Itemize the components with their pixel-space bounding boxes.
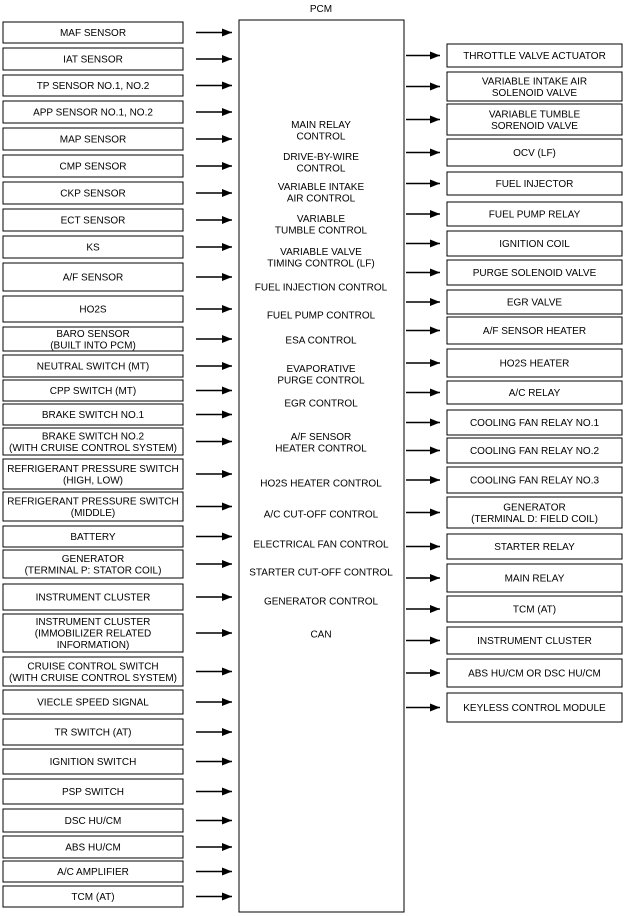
input-item <box>3 526 232 547</box>
input-label: (TERMINAL P: STATOR COIL) <box>24 565 162 577</box>
pcm-title: PCM <box>309 4 333 15</box>
input-item <box>3 48 232 70</box>
control-function-label: CONTROL <box>296 131 346 143</box>
output-item <box>406 381 622 404</box>
output-label: COOLING FAN RELAY NO.1 <box>469 418 600 429</box>
input-label: INFORMATION) <box>56 640 130 651</box>
output-item <box>406 627 622 654</box>
output-label: FUEL INJECTOR <box>495 179 574 190</box>
output-label: OCV (LF) <box>513 148 556 159</box>
input-item <box>3 75 232 96</box>
output-label: (TERMINAL D: FIELD COIL) <box>471 513 598 525</box>
output-item <box>406 467 622 493</box>
input-item <box>3 836 232 858</box>
input-label: VIECLE SPEED SIGNAL <box>37 697 149 709</box>
input-item <box>3 550 232 578</box>
output-label: COOLING FAN RELAY NO.2 <box>469 446 600 457</box>
input-label: (WITH CRUISE CONTROL SYSTEM) <box>9 672 177 684</box>
input-label: (MIDDLE) <box>70 507 116 519</box>
control-function-label: CONTROL <box>296 163 346 175</box>
input-label: (IMMOBILIZER RELATED <box>34 628 152 640</box>
input-item <box>3 428 232 455</box>
input-label: INSTRUMENT CLUSTER <box>35 617 151 628</box>
input-item <box>3 182 232 204</box>
control-function-label: HEATER CONTROL <box>275 443 367 455</box>
input-label: NEUTRAL SWITCH (MT) <box>36 361 150 373</box>
output-item <box>406 44 622 67</box>
control-function-label: FUEL PUMP CONTROL <box>266 310 376 322</box>
input-label: BRAKE SWITCH NO.2 <box>41 431 145 443</box>
input-item <box>3 263 232 291</box>
output-item <box>406 564 622 592</box>
output-devices <box>406 44 622 722</box>
control-function-label: ESA CONTROL <box>285 335 357 347</box>
output-label: HO2S HEATER <box>499 358 570 370</box>
control-function-label: ELECTRICAL FAN CONTROL <box>253 539 389 551</box>
input-label: MAP SENSOR <box>59 134 127 146</box>
control-function-label: PURGE CONTROL <box>277 375 365 387</box>
input-item <box>3 886 232 907</box>
input-label: KS <box>86 242 100 254</box>
control-function-label: CAN <box>310 629 332 641</box>
output-item <box>406 317 622 344</box>
input-label: (BUILT INTO PCM) <box>50 340 136 352</box>
input-item <box>3 584 232 610</box>
input-label: PSP SWITCH <box>61 787 125 798</box>
output-item <box>406 231 622 256</box>
input-item <box>3 459 232 489</box>
output-label: KEYLESS CONTROL MODULE <box>463 703 606 714</box>
output-label: VARIABLE INTAKE AIR <box>481 76 588 88</box>
input-signals <box>3 22 232 907</box>
control-function-label: TUMBLE CONTROL <box>274 225 368 237</box>
control-function-label: DRIVE-BY-WIRE <box>283 151 359 163</box>
output-item <box>406 349 622 377</box>
input-label: REFRIGERANT PRESSURE SWITCH <box>7 496 179 508</box>
input-label: BATTERY <box>70 532 116 543</box>
output-label: A/F SENSOR HEATER <box>482 326 587 337</box>
control-function-label: VARIABLE VALVE <box>280 246 362 258</box>
control-function-label: EGR CONTROL <box>284 398 358 410</box>
output-label: INSTRUMENT CLUSTER <box>477 636 592 647</box>
input-label: BARO SENSOR <box>56 328 130 340</box>
output-item <box>406 596 622 622</box>
output-label: THROTTLE VALVE ACTUATOR <box>463 51 606 62</box>
input-item <box>3 101 232 123</box>
control-function-label: TIMING CONTROL (LF) <box>267 258 375 270</box>
input-label: DSC HU/CM <box>64 816 122 827</box>
output-item <box>406 693 622 722</box>
input-label: (HIGH, LOW) <box>63 475 123 487</box>
output-item <box>406 260 622 285</box>
output-label: GENERATOR <box>503 502 566 514</box>
input-label: ECT SENSOR <box>60 215 126 227</box>
input-label: HO2S <box>79 304 107 316</box>
input-item <box>3 327 232 351</box>
input-label: CMP SENSOR <box>59 161 127 173</box>
input-item <box>3 861 232 882</box>
output-label: A/C RELAY <box>508 388 561 399</box>
input-label: GENERATOR <box>61 553 125 565</box>
input-label: MAF SENSOR <box>59 28 127 39</box>
output-label: PURGE SOLENOID VALVE <box>472 268 597 279</box>
control-function-label: STARTER CUT-OFF CONTROL <box>249 567 393 579</box>
output-label: SORENOID VALVE <box>491 120 578 132</box>
output-item <box>406 438 622 463</box>
output-label: EGR VALVE <box>506 297 563 309</box>
output-item <box>406 497 622 528</box>
output-label: ABS HU/CM OR DSC HU/CM <box>468 668 601 680</box>
input-label: A/C AMPLIFIER <box>57 867 129 878</box>
control-function-label: VARIABLE INTAKE <box>277 181 365 193</box>
input-item <box>3 690 232 714</box>
output-item <box>406 202 622 226</box>
control-function-label: HO2S HEATER CONTROL <box>260 478 382 490</box>
input-item <box>3 22 232 43</box>
input-label: ABS HU/CM <box>65 842 121 854</box>
input-item <box>3 749 232 774</box>
control-function-label: A/F SENSOR <box>290 431 352 443</box>
input-label: REFRIGERANT PRESSURE SWITCH <box>7 463 179 475</box>
output-label: STARTER RELAY <box>494 542 575 553</box>
input-item <box>3 209 232 231</box>
input-label: APP SENSOR NO.1, NO.2 <box>33 107 153 119</box>
input-item <box>3 380 232 401</box>
input-item <box>3 155 232 177</box>
output-label: COOLING FAN RELAY NO.3 <box>469 475 600 487</box>
output-label: TCM (AT) <box>512 604 557 616</box>
control-function-label: EVAPORATIVE <box>286 363 356 375</box>
input-item <box>3 236 232 258</box>
output-item <box>406 172 622 195</box>
output-label: VARIABLE TUMBLE <box>488 109 581 121</box>
output-label: FUEL PUMP RELAY <box>488 209 581 221</box>
input-label: BRAKE SWITCH NO.1 <box>41 410 145 421</box>
input-item <box>3 809 232 832</box>
control-function-label: AIR CONTROL <box>286 193 356 205</box>
input-label: IAT SENSOR <box>63 54 123 66</box>
output-item <box>406 139 622 166</box>
input-label: TP SENSOR NO.1, NO.2 <box>36 81 150 92</box>
control-function-label: MAIN RELAY <box>291 119 351 131</box>
input-item <box>3 779 232 804</box>
output-item <box>406 659 622 687</box>
output-label: IGNITION COIL <box>499 239 570 250</box>
input-label: CPP SWITCH (MT) <box>49 386 137 397</box>
input-label: IGNITION SWITCH <box>49 757 137 768</box>
input-label: CRUISE CONTROL SWITCH <box>27 661 159 673</box>
input-item <box>3 492 232 521</box>
input-item <box>3 296 232 322</box>
input-label: INSTRUMENT CLUSTER <box>35 592 151 604</box>
input-item <box>3 657 232 686</box>
output-item <box>406 290 622 314</box>
output-label: MAIN RELAY <box>504 573 565 585</box>
control-function-label: GENERATOR CONTROL <box>263 596 379 608</box>
control-function-label: A/C CUT-OFF CONTROL <box>263 509 379 521</box>
input-label: TCM (AT) <box>71 892 115 903</box>
input-label: CKP SENSOR <box>60 188 126 200</box>
output-label: SOLENOID VALVE <box>491 87 578 99</box>
input-item <box>3 128 232 150</box>
input-label: (WITH CRUISE CONTROL SYSTEM) <box>9 442 177 454</box>
input-item <box>3 614 232 652</box>
input-item <box>3 355 232 377</box>
output-item <box>406 104 622 135</box>
input-label: A/F SENSOR <box>62 272 124 284</box>
output-item <box>406 410 622 435</box>
input-label: TR SWITCH (AT) <box>54 727 132 739</box>
input-item <box>3 404 232 425</box>
control-function-label: VARIABLE <box>296 213 346 225</box>
output-item <box>406 72 622 101</box>
input-item <box>3 719 232 745</box>
output-item <box>406 534 622 559</box>
control-function-label: FUEL INJECTION CONTROL <box>254 282 388 294</box>
